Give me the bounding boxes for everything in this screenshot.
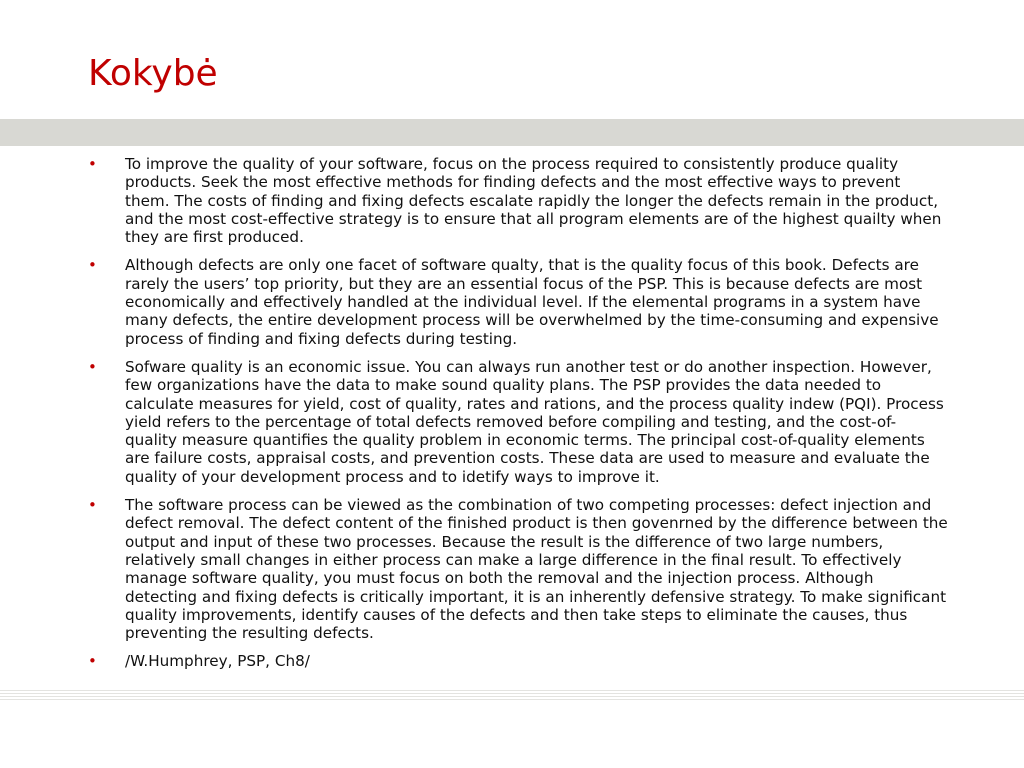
bullet-icon: • [88, 652, 97, 671]
bullet-text: To improve the quality of your software, focus on the process required to consistently produce quality products. Seek the most effective methods for finding defects and the most effective ways to prevent them. The costs of finding and fixing defects escalate rapidly the longer the defects remain in the product, and the most cost-effective strategy is to ensure that all program elements are of the highest quailty when they are first produced. [125, 155, 942, 247]
bullet-text: Sofware quality is an economic issue. You can always run another test or do another inspection. However, few organizations have the data to make sound quality plans. The PSP provides the data needed to calculate measures for yield, cost of quality, rates and rations, and the process quality indew (PQI). Process yield refers to the percentage of total defects removed before compiling and testing, and the cost-of-quality measure quantifies the quality problem in economic terms. The principal cost-of-quality elements are failure costs, appraisal costs, and prevention costs. These data are used to measure and evaluate the quality of your development process and to idetify ways to improve it. [125, 357, 944, 486]
title-divider-band [0, 119, 1024, 146]
list-item [88, 256, 948, 347]
list-item [88, 496, 948, 642]
bullet-text: /W.Humphrey, PSP, Ch8/ [125, 652, 310, 671]
slide-title: Kokybė [88, 53, 218, 94]
list-item [88, 358, 948, 486]
list-item [88, 652, 948, 670]
bullet-icon: • [88, 256, 97, 275]
bullet-icon: • [88, 155, 97, 173]
bullet-text: The software process can be viewed as the combination of two competing processes: defect injection and defect removal. The defect content of the finished product is then govenrned by the difference between the output and input of these two processes. Because the result is the difference of two large numbers, relatively small changes in either process can make a large difference in the final result. To effectively manage software quality, you must focus on both the removal and the injection process. Although detecting and fixing defects is critically important, it is an inherently defensive strategy. To make significant quality improvements, identify causes of the defects and then take steps to eliminate the causes, thus preventing the resulting defects. [125, 496, 948, 643]
bullet-text: Although defects are only one facet of software qualty, that is the quality focus of this book. Defects are rarely the users’ top priority, but they are an essential focus of the PSP. This is because defects are most economically and effectively handled at the individual level. If the elemental programs in a system have many defects, the entire development process will be overwhelmed by the time-consuming and expensive process of finding and fixing defects during testing. [125, 256, 939, 348]
list-item [88, 155, 948, 246]
bullet-icon: • [88, 496, 97, 515]
bullet-list [88, 155, 948, 681]
bullet-icon: • [88, 357, 97, 376]
footer-decoration [0, 690, 1024, 702]
